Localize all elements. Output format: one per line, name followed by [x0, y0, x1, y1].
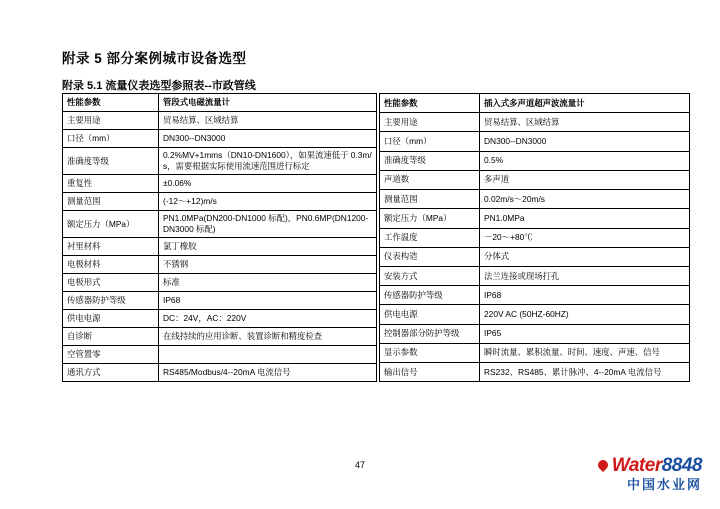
- table-row: [380, 305, 690, 324]
- row-value: 0.02m/s～20m/s: [480, 190, 690, 209]
- table-header-row: [63, 94, 377, 112]
- table-row: [63, 238, 377, 256]
- row-value: PN1.0MPa: [480, 209, 690, 228]
- row-label: 口径（mm）: [380, 132, 480, 151]
- row-label: 工作温度: [380, 228, 480, 247]
- row-value: IP68: [159, 292, 377, 310]
- row-label: 控制器部分防护等级: [380, 324, 480, 343]
- row-label: 电极形式: [63, 274, 159, 292]
- table-header-row: [380, 94, 690, 113]
- table-row: [380, 209, 690, 228]
- table-row: [63, 130, 377, 148]
- row-label: 空管置零: [63, 346, 159, 364]
- row-label: 额定压力（MPa）: [380, 209, 480, 228]
- table-header-cell: 管段式电磁流量计: [159, 94, 377, 112]
- table-row: [63, 292, 377, 310]
- table-row: [63, 346, 377, 364]
- row-value: [159, 346, 377, 364]
- row-value: (-12～+12)m/s: [159, 193, 377, 211]
- page-number: 47: [354, 460, 365, 470]
- row-label: 供电电源: [380, 305, 480, 324]
- section-subtitle: 附录 5.1 流量仪表选型参照表--市政管线: [62, 80, 256, 92]
- row-value: 多声道: [480, 170, 690, 189]
- watermark-site-name: 中国水业网: [626, 477, 702, 492]
- table-row: [63, 211, 377, 238]
- row-value: IP68: [480, 286, 690, 305]
- row-label: 自诊断: [63, 328, 159, 346]
- row-value: 标准: [159, 274, 377, 292]
- table-row: [63, 256, 377, 274]
- row-label: 供电电源: [63, 310, 159, 328]
- row-value: DN300--DN3000: [480, 132, 690, 151]
- table-header-cell: 性能参数: [380, 94, 480, 113]
- row-value: 分体式: [480, 247, 690, 266]
- row-value: 在线持续的应用诊断、装置诊断和精度检查: [159, 328, 377, 346]
- table-header-cell: 性能参数: [63, 94, 159, 112]
- table-row: [63, 364, 377, 382]
- table-row: [380, 363, 690, 382]
- row-label: 通讯方式: [63, 364, 159, 382]
- row-value: 0.5%: [480, 151, 690, 170]
- ultrasonic-flowmeter-table: [379, 93, 690, 382]
- tables-container: [62, 93, 662, 382]
- row-label: 准确度等级: [380, 151, 480, 170]
- table-row: [380, 343, 690, 362]
- row-label: 声道数: [380, 170, 480, 189]
- row-label: 测量范围: [380, 190, 480, 209]
- table-row: [380, 286, 690, 305]
- row-value: ±0.06%: [159, 175, 377, 193]
- row-label: 主要用途: [63, 112, 159, 130]
- row-value: PN1.0MPa(DN200-DN1000 标配)，PN0.6MP(DN1200-DN3000 标配): [159, 211, 377, 238]
- row-value: RS232、RS485、累计脉冲、4--20mA 电流信号: [480, 363, 690, 382]
- table-row: [380, 228, 690, 247]
- table-row: [63, 328, 377, 346]
- row-value: 贸易结算、区域结算: [159, 112, 377, 130]
- row-label: 重复性: [63, 175, 159, 193]
- electromagnetic-flowmeter-table: [62, 93, 377, 382]
- row-value: RS485/Modbus/4--20mA 电流信号: [159, 364, 377, 382]
- table-row: [63, 148, 377, 175]
- row-value: 0.2%MV+1mms（DN10-DN1600），如果流速低于 0.3m/s，需要根据实际使用流速范围进行标定: [159, 148, 377, 175]
- table-row: [380, 113, 690, 132]
- row-label: 显示参数: [380, 343, 480, 362]
- row-value: 法兰连接或现场打孔: [480, 266, 690, 285]
- row-label: 口径（mm）: [63, 130, 159, 148]
- table-row: [380, 324, 690, 343]
- watermark-brand-name: Water: [611, 455, 662, 476]
- row-label: 传感器防护等级: [380, 286, 480, 305]
- row-label: 传感器防护等级: [63, 292, 159, 310]
- row-value: 氯丁橡胶: [159, 238, 377, 256]
- row-label: 仪表构造: [380, 247, 480, 266]
- row-value: 220V AC (50HZ-60HZ): [480, 305, 690, 324]
- row-value: －20～+80℃: [480, 228, 690, 247]
- row-value: IP65: [480, 324, 690, 343]
- watermark: [522, 455, 702, 501]
- page-title: 附录 5 部分案例城市设备选型: [62, 51, 247, 66]
- table-row: [380, 132, 690, 151]
- table-row: [63, 193, 377, 211]
- table-row: [380, 247, 690, 266]
- table-row: [380, 151, 690, 170]
- water-drop-icon: [597, 458, 610, 473]
- table-row: [380, 170, 690, 189]
- table-header-cell: 插入式多声道超声波流量计: [480, 94, 690, 113]
- table-row: [380, 266, 690, 285]
- table-row: [63, 112, 377, 130]
- row-label: 准确度等级: [63, 148, 159, 175]
- row-value: DN300--DN3000: [159, 130, 377, 148]
- row-label: 额定压力（MPa）: [63, 211, 159, 238]
- table-row: [63, 274, 377, 292]
- table-row: [63, 310, 377, 328]
- table-row: [63, 175, 377, 193]
- row-value: 不锈钢: [159, 256, 377, 274]
- row-value: 瞬时流量、累积流量、时间、速度、声速、信号: [480, 343, 690, 362]
- watermark-brand-number: 8848: [661, 455, 702, 476]
- watermark-brand: [522, 455, 702, 477]
- row-label: 输出信号: [380, 363, 480, 382]
- row-label: 主要用途: [380, 113, 480, 132]
- row-label: 安装方式: [380, 266, 480, 285]
- row-value: DC：24V，AC：220V: [159, 310, 377, 328]
- row-value: 贸易结算、区域结算: [480, 113, 690, 132]
- row-label: 测量范围: [63, 193, 159, 211]
- row-label: 电极材料: [63, 256, 159, 274]
- table-row: [380, 190, 690, 209]
- row-label: 衬里材料: [63, 238, 159, 256]
